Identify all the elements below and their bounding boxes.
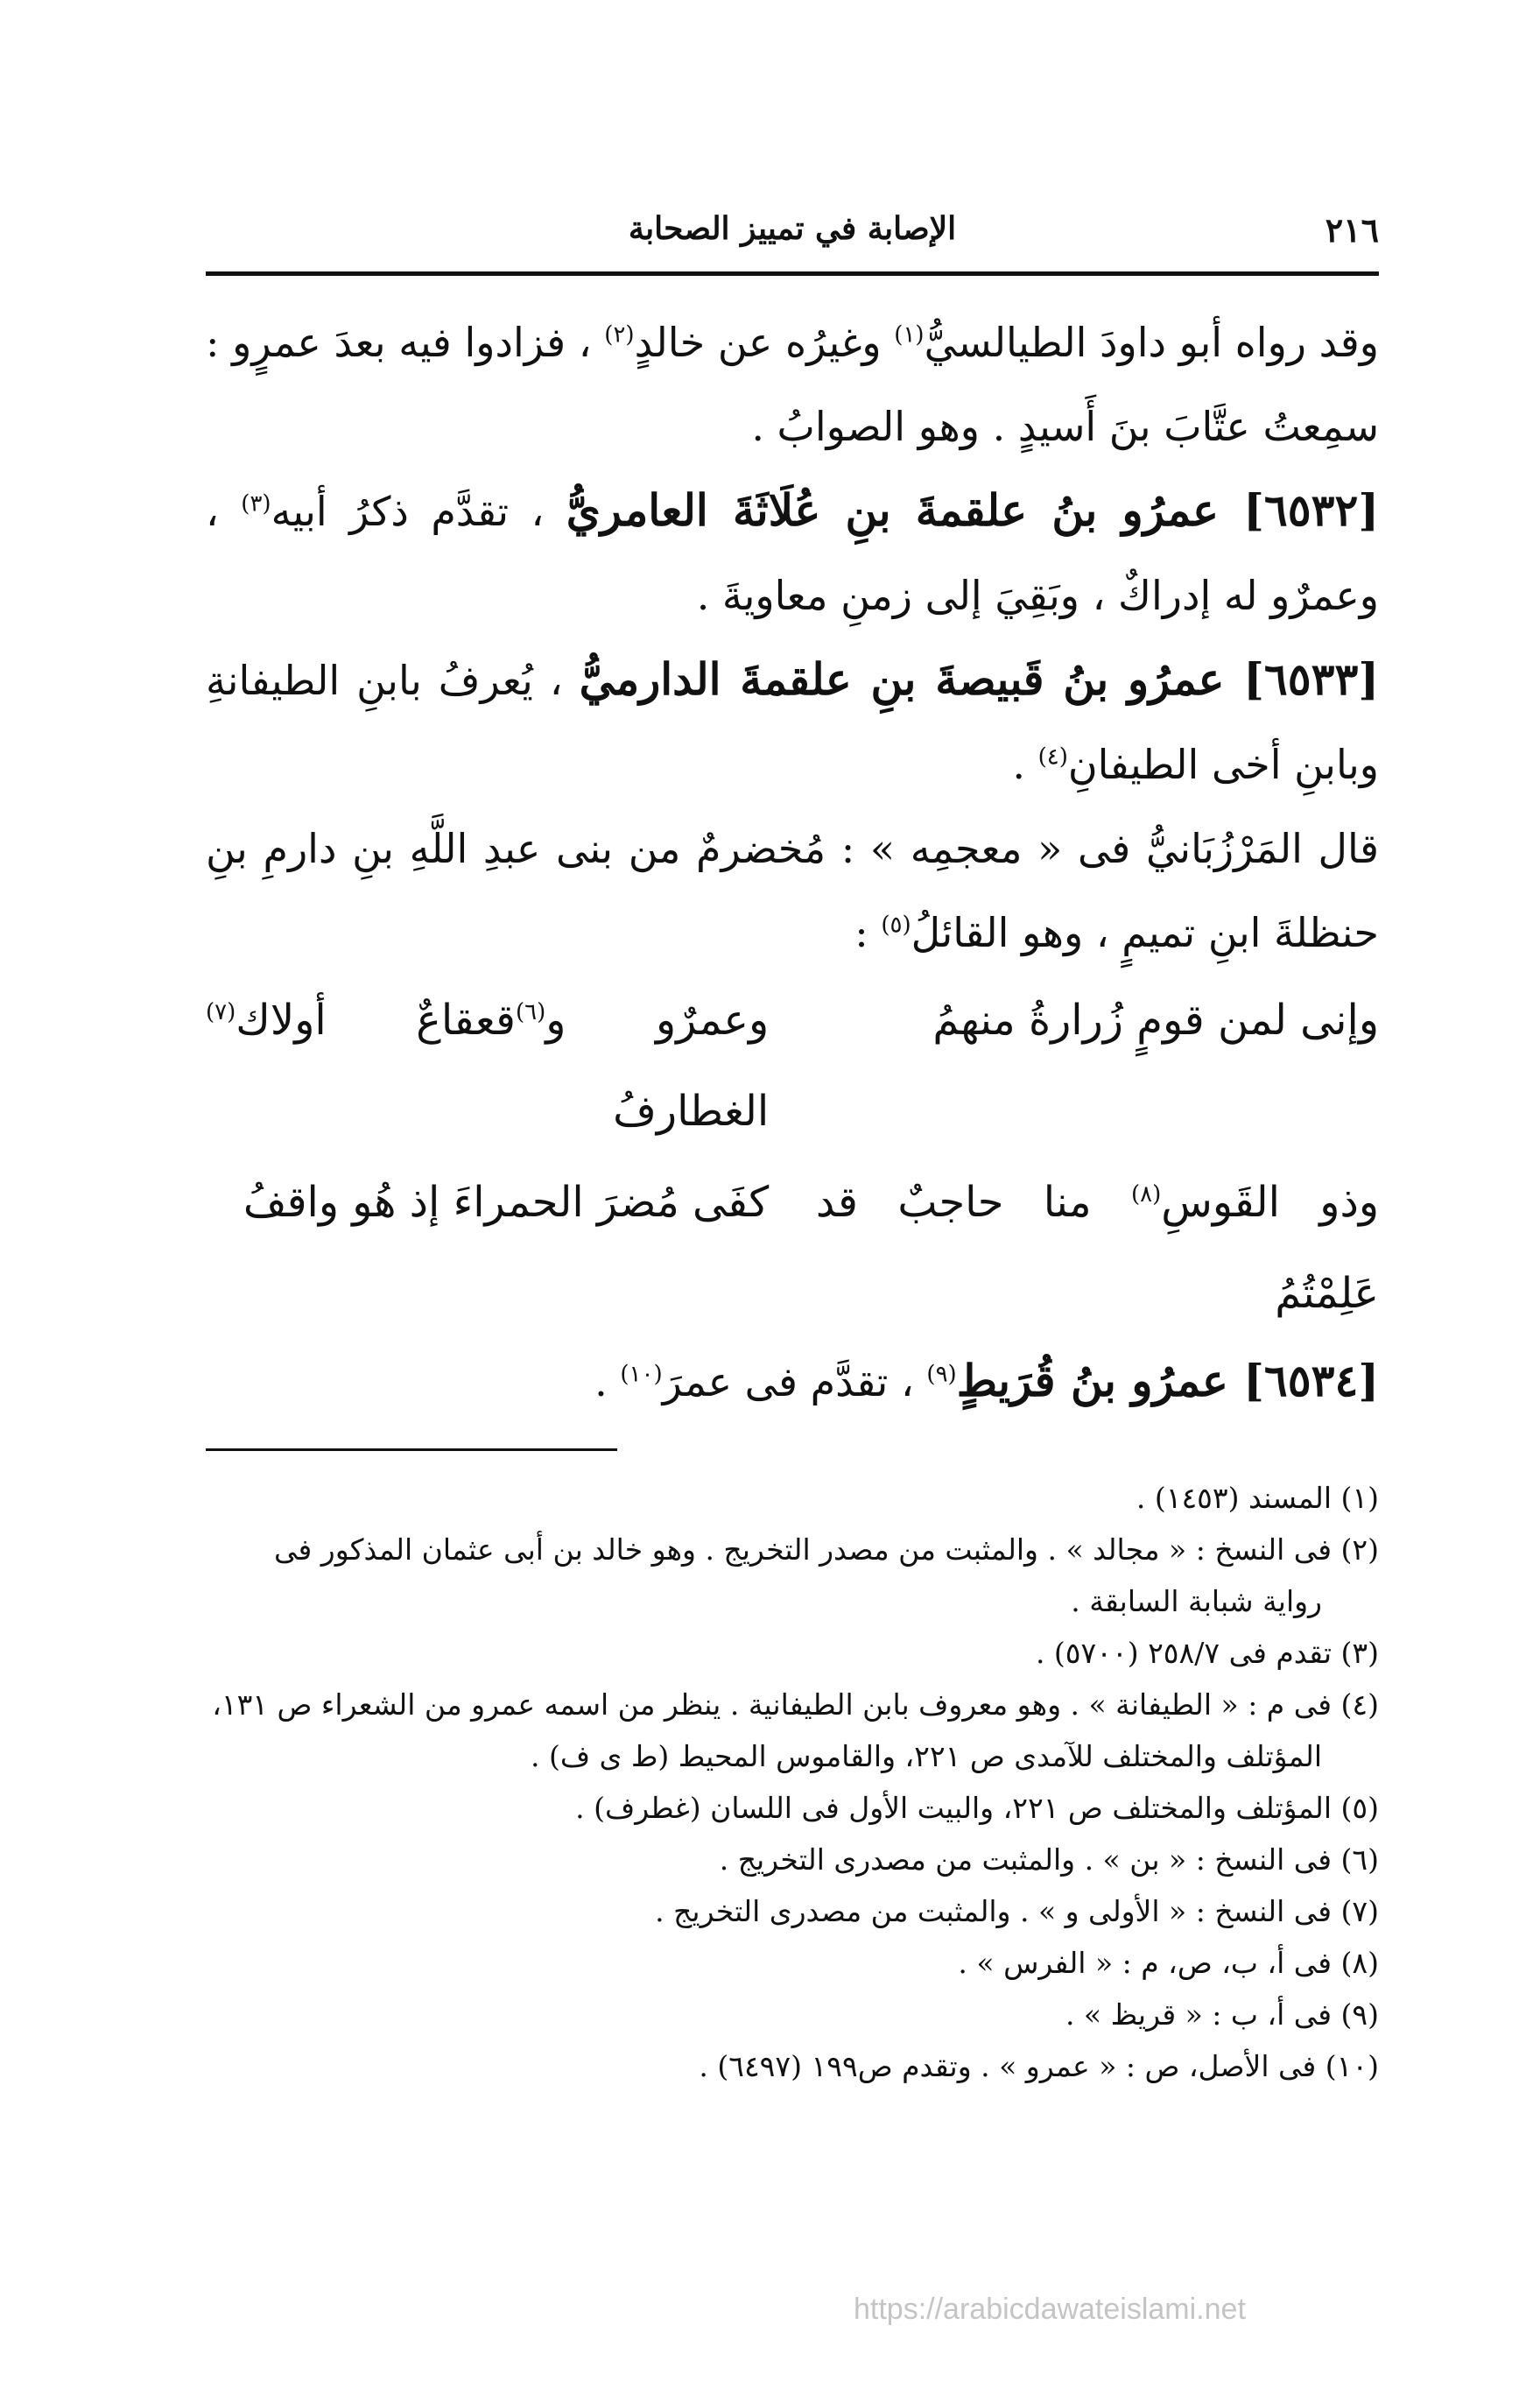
footnote-number: (٥) (1340, 1791, 1379, 1825)
watermark-url: https://arabicdawateislami.net (854, 2293, 1246, 2326)
footnote-text: فى م : « الطيفانة » . وهو معروف بابن الطيفانية . ينظر من اسمه عمرو من الشعراء ص ١٣١، (212, 1687, 1333, 1722)
hemistich-second: كفَى مُضرَ الحمراءَ إذ هُو واقفُ (243, 1178, 770, 1227)
footnote-text: فى أ، ب، ص، م : « الفرس » . (958, 1946, 1333, 1980)
text-run: وعمرٌو و (545, 996, 770, 1045)
hemistich-first (816, 1157, 1379, 1339)
footnote-number: (٤) (1340, 1687, 1379, 1722)
footnote-ref: (٤) (1037, 743, 1068, 771)
footnote-number: (٩) (1340, 1997, 1379, 2032)
footnote-number: (١٠) (1325, 2049, 1379, 2083)
text-run: . (594, 1358, 621, 1405)
running-title: الإصابة في تمييز الصحابة (628, 210, 957, 247)
page-number: ٢١٦ (1325, 210, 1379, 250)
footnote-item (206, 1989, 1379, 2040)
footnote-item (206, 1937, 1379, 1989)
footnote-continuation: رواية شبابة السابقة . (1071, 1584, 1322, 1618)
footnote-ref: (١) (894, 321, 925, 349)
footnote-ref: (٥) (881, 912, 911, 939)
text-run: منا حاجبٌ قد عَلِمْتُمُ (815, 1178, 1379, 1318)
text-run: ، وعمرٌو له إدراكٌ ، وبَقِيَ إلى زمنِ معاويةَ . (206, 488, 1379, 619)
footnote-text: فى الأصل، ص : « عمرو » . وتقدم ص١٩٩ (٦٤٩٧) . (699, 2049, 1317, 2083)
footnotes (206, 1472, 1379, 2092)
footnote-text: تقدم فى ٢٥٨/٧ (٥٧٠٠) . (1035, 1636, 1333, 1670)
text-run: قعقاعٌ أولاك (236, 996, 516, 1045)
verse-line-2 (206, 1157, 1379, 1339)
footnote-ref: (١٠) (620, 1361, 663, 1388)
footnote-number: (٣) (1340, 1636, 1379, 1670)
footnote-item (206, 1782, 1379, 1834)
footnote-ref: (٨) (1130, 1181, 1162, 1208)
entry-title: [٦٥٣٣] عمرُو بنُ قَبيصةَ بنِ علقمةَ الدارميُّ (579, 653, 1379, 705)
entry-6532 (206, 468, 1379, 638)
hemistich-first: وإنى لمن قومٍ زُرارةُ منهمُ (932, 996, 1379, 1045)
footnote-item (206, 2040, 1379, 2092)
footnote-ref: (٩) (926, 1361, 957, 1388)
verse-line-1 (206, 975, 1379, 1157)
footnote-ref: (٧) (206, 999, 236, 1025)
text-run: ، تقدَّم فى عمرَ (662, 1358, 927, 1405)
footnote-text: فى النسخ : « مجالد » . والمثبت من مصدر التخريج . وهو خالد بن أبى عثمان المذكور فى (274, 1532, 1333, 1567)
entry-title: [٦٥٣٢] عمرُو بنُ علقمةَ بنِ عُلَاثَةَ العامريُّ (566, 484, 1379, 536)
footnote-ref: (٢) (604, 321, 635, 349)
footnote-item (206, 1524, 1379, 1627)
footnote-text: فى أ، ب : « قريظ » . (1065, 1997, 1333, 2032)
entry-title: [٦٥٣٤] عمرُو بنُ قُرَيطٍ (956, 1355, 1379, 1406)
entry-6533 (206, 638, 1379, 807)
footnote-divider (206, 1448, 617, 1451)
footnote-item (206, 1834, 1379, 1885)
page-header (206, 210, 1379, 276)
footnote-ref: (٦) (515, 999, 546, 1025)
text-run: قال المَرْزُبَانيُّ فى « معجمِه » : مُخضرمٌ من بنى عبدِ اللَّهِ بنِ دارمِ بنِ حنظلةَ ابنِ تميمٍ ، وهو القائلُ (206, 825, 1379, 956)
footnote-item (206, 1679, 1379, 1782)
text-run: ، يُعرفُ بابنِ الطيفانةِ وبابنِ أخى الطيفانِ (206, 657, 1379, 788)
text-run: . (1012, 741, 1038, 788)
main-text (206, 300, 1379, 1424)
footnote-item (206, 1627, 1379, 1679)
footnote-number: (٢) (1340, 1532, 1379, 1567)
text-run: الغطارفُ (613, 1087, 770, 1136)
text-run: : (854, 909, 882, 956)
footnote-number: (٧) (1340, 1894, 1379, 1928)
footnote-text: المؤتلف والمختلف ص ٢٢١، والبيت الأول فى اللسان (غطرف) . (575, 1791, 1333, 1825)
text-run: ، تقدَّم ذكرُ أبيه (271, 488, 566, 535)
text-run: وغيرُه عن خالدٍ (634, 319, 895, 366)
footnote-number: (٦) (1340, 1842, 1379, 1877)
footnote-continuation: المؤتلف والمختلف للآمدى ص ٢٢١، والقاموس المحيط (ط ى ف) . (530, 1739, 1322, 1773)
footnote-item (206, 1885, 1379, 1937)
text-run: ، فزادوا فيه بعدَ عمرٍو : سمِعتُ عتَّابَ بنَ أَسيدٍ . وهو الصوابُ . (206, 319, 1379, 450)
footnote-item (206, 1472, 1379, 1524)
book-page (206, 210, 1379, 2092)
paragraph-riwaya (206, 300, 1379, 468)
text-run: وذو القَوسِ (1161, 1178, 1379, 1227)
footnote-number: (٨) (1340, 1946, 1379, 1980)
paragraph-marzubani (206, 807, 1379, 975)
hemistich-second (206, 975, 769, 1157)
footnote-text: فى النسخ : « بن » . والمثبت من مصدرى التخريج . (719, 1842, 1333, 1877)
footnote-text: فى النسخ : « الأولى و » . والمثبت من مصدرى التخريج . (655, 1894, 1333, 1928)
entry-6534 (206, 1339, 1379, 1424)
footnote-text: المسند (١٤٥٣) . (1136, 1481, 1333, 1515)
footnote-ref: (٣) (241, 490, 271, 518)
footnote-number: (١) (1340, 1481, 1379, 1515)
text-run: وقد رواه أبو داودَ الطيالسيُّ (924, 319, 1380, 366)
